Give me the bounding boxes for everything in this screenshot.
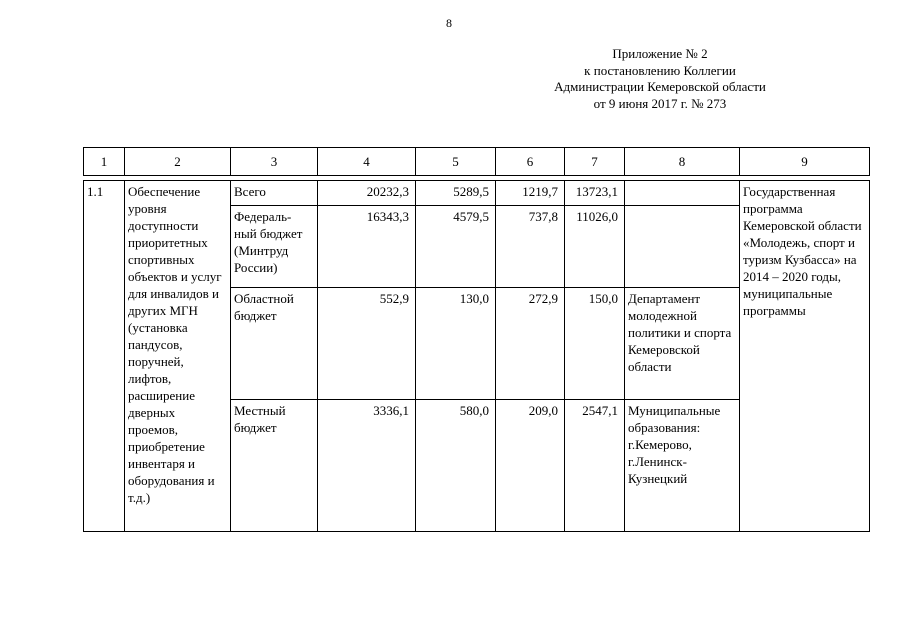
executor xyxy=(625,206,740,288)
value-col-6: 737,8 xyxy=(496,206,565,288)
column-number-6: 6 xyxy=(496,148,565,176)
executor xyxy=(625,181,740,206)
funding-source: Областной бюджет xyxy=(231,288,318,400)
column-number-4: 4 xyxy=(318,148,416,176)
value-col-5: 580,0 xyxy=(416,400,496,532)
column-number-5: 5 xyxy=(416,148,496,176)
executor: Департамент молодежной политики и спорта Кемеровской области xyxy=(625,288,740,400)
measures-table xyxy=(83,147,870,532)
value-col-5: 130,0 xyxy=(416,288,496,400)
value-col-6: 1219,7 xyxy=(496,181,565,206)
value-col-6: 272,9 xyxy=(496,288,565,400)
page-number: 8 xyxy=(446,16,452,30)
value-col-7: 2547,1 xyxy=(565,400,625,532)
value-col-4: 3336,1 xyxy=(318,400,416,532)
item-description: Обеспечение уровня доступности приоритетных спортивных объектов и услуг для инвалидов и других МГН (установка пандусов, поручней, лифтов, расширение дверных проемов, приобретение инвентаря и оборудования и т.д.) xyxy=(125,181,231,532)
value-col-4: 20232,3 xyxy=(318,181,416,206)
appendix-header xyxy=(520,46,800,112)
column-number-9: 9 xyxy=(740,148,870,176)
value-col-5: 4579,5 xyxy=(416,206,496,288)
column-number-3: 3 xyxy=(231,148,318,176)
appendix-line-2: к постановлению Коллегии xyxy=(584,62,736,78)
appendix-line-3: Администрации Кемеровской области xyxy=(554,79,766,94)
appendix-line-4: от 9 июня 2017 г. № 273 xyxy=(593,95,727,111)
program-name: Государственная программа Кемеровской области «Молодежь, спорт и туризм Кузбасса» на 2014 – 2020 годы, муниципальные программы xyxy=(740,181,870,532)
funding-source: Федераль-ный бюджет (Минтруд России) xyxy=(231,206,318,288)
funding-source: Местный бюджет xyxy=(231,400,318,532)
executor: Муниципальные образования: г.Кемерово, г.Ленинск-Кузнецкий xyxy=(625,400,740,532)
funding-source: Всего xyxy=(231,181,318,206)
column-number-1: 1 xyxy=(84,148,125,176)
value-col-7: 13723,1 xyxy=(565,181,625,206)
item-number: 1.1 xyxy=(84,181,125,532)
column-number-7: 7 xyxy=(565,148,625,176)
value-col-4: 16343,3 xyxy=(318,206,416,288)
appendix-line-1: Приложение № 2 xyxy=(612,46,708,61)
column-number-row xyxy=(84,148,870,176)
value-col-7: 150,0 xyxy=(565,288,625,400)
value-col-7: 11026,0 xyxy=(565,206,625,288)
column-number-8: 8 xyxy=(625,148,740,176)
column-number-2: 2 xyxy=(125,148,231,176)
value-col-4: 552,9 xyxy=(318,288,416,400)
table-row-total xyxy=(84,181,870,206)
value-col-5: 5289,5 xyxy=(416,181,496,206)
value-col-6: 209,0 xyxy=(496,400,565,532)
